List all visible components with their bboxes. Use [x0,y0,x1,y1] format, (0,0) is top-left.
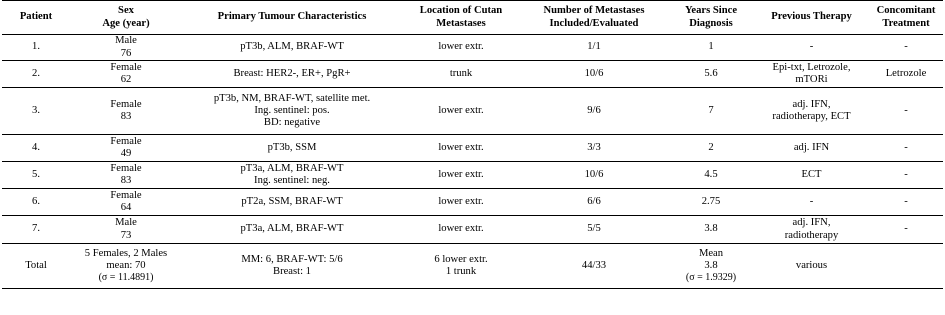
cell-metastases: 44/33 [520,244,668,289]
cell-years: 2.75 [668,189,754,216]
header-sex-age: Sex Age (year) [70,1,182,35]
cell-sex-age: Male 73 [70,216,182,244]
cell-sex-age: Male 76 [70,35,182,61]
cell-concomitant: - [869,35,943,61]
cell-concomitant: - [869,135,943,162]
header-patient: Patient [2,1,70,35]
cell-patient: 4. [2,135,70,162]
cell-concomitant: - [869,189,943,216]
cell-patient: 1. [2,35,70,61]
cell-concomitant [869,244,943,289]
cell-total-label: Total [2,244,70,289]
cell-years: 1 [668,35,754,61]
cell-years: 4.5 [668,162,754,189]
cell-years: 2 [668,135,754,162]
cell-sex-age: 5 Females, 2 Males mean: 70 (σ = 11.4891) [70,244,182,289]
cell-location: lower extr. [402,216,520,244]
table-row [2,35,943,61]
table-row [2,61,943,88]
cell-years: 3.8 [668,216,754,244]
cell-therapy: adj. IFN, radiotherapy [754,216,869,244]
cell-metastases: 1/1 [520,35,668,61]
cell-tumour: pT3b, ALM, BRAF-WT [182,35,402,61]
cell-therapy: adj. IFN [754,135,869,162]
header-years-since-diagnosis: Years Since Diagnosis [668,1,754,35]
cell-tumour: pT2a, SSM, BRAF-WT [182,189,402,216]
header-concomitant-treatment: Concomitant Treatment [869,1,943,35]
cell-therapy: ECT [754,162,869,189]
header-number-metastases: Number of Metastases Included/Evaluated [520,1,668,35]
cell-years: Mean 3.8 (σ = 1.9329) [668,244,754,289]
cell-tumour: MM: 6, BRAF-WT: 5/6 Breast: 1 [182,244,402,289]
cell-years: 7 [668,88,754,135]
table-row [2,135,943,162]
cell-location: trunk [402,61,520,88]
cell-location: lower extr. [402,162,520,189]
cell-tumour: pT3b, NM, BRAF-WT, satellite met. Ing. sentinel: pos. BD: negative [182,88,402,135]
cell-location: 6 lower extr. 1 trunk [402,244,520,289]
cell-tumour: pT3a, ALM, BRAF-WT [182,216,402,244]
cell-patient: 7. [2,216,70,244]
cell-metastases: 5/5 [520,216,668,244]
table-row [2,216,943,244]
cell-metastases: 9/6 [520,88,668,135]
header-row [2,1,943,35]
cell-concomitant: - [869,216,943,244]
cell-tumour: Breast: HER2-, ER+, PgR+ [182,61,402,88]
cell-therapy: adj. IFN, radiotherapy, ECT [754,88,869,135]
total-row [2,244,943,289]
cell-metastases: 10/6 [520,61,668,88]
patient-characteristics-table [2,0,943,289]
cell-metastases: 10/6 [520,162,668,189]
cell-therapy: - [754,189,869,216]
cell-patient: 3. [2,88,70,135]
cell-concomitant: Letrozole [869,61,943,88]
cell-sex-age: Female 83 [70,88,182,135]
cell-therapy: various [754,244,869,289]
cell-sex-age: Female 83 [70,162,182,189]
cell-sex-age: Female 64 [70,189,182,216]
cell-metastases: 6/6 [520,189,668,216]
cell-patient: 5. [2,162,70,189]
header-primary-tumour: Primary Tumour Characteristics [182,1,402,35]
cell-location: lower extr. [402,135,520,162]
cell-location: lower extr. [402,88,520,135]
header-previous-therapy: Previous Therapy [754,1,869,35]
cell-sex-age: Female 62 [70,61,182,88]
cell-tumour: pT3b, SSM [182,135,402,162]
table-row [2,162,943,189]
cell-concomitant: - [869,88,943,135]
cell-patient: 6. [2,189,70,216]
cell-location: lower extr. [402,35,520,61]
table-row [2,88,943,135]
table-row [2,189,943,216]
cell-therapy: - [754,35,869,61]
cell-therapy: Epi-txt, Letrozole, mTORi [754,61,869,88]
cell-years: 5.6 [668,61,754,88]
cell-patient: 2. [2,61,70,88]
cell-sex-age: Female 49 [70,135,182,162]
cell-concomitant: - [869,162,943,189]
cell-metastases: 3/3 [520,135,668,162]
cell-tumour: pT3a, ALM, BRAF-WT Ing. sentinel: neg. [182,162,402,189]
header-location: Location of Cutan Metastases [402,1,520,35]
cell-location: lower extr. [402,189,520,216]
